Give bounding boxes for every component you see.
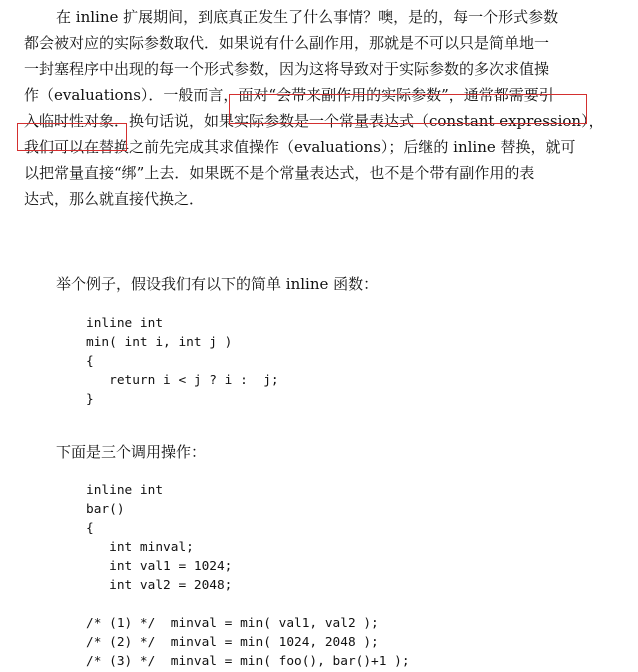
- code-block-min-function: inline int min( int i, int j ) { return i < j ? i : j; }: [86, 316, 279, 407]
- paragraph-line-6: 我们可以在替换之前先完成其求值操作（evaluations）；后继的 inline 替换，就可: [24, 138, 576, 156]
- paragraph-line-1: [24, 4, 614, 30]
- paragraph-line-4: 作（evaluations）．一般而言，面对“会带来副作用的实际参数”，通常都需要引: [24, 86, 554, 104]
- paragraph-line-8: 达式，那么就直接代换之．: [24, 190, 205, 208]
- paragraph-line-7: 以把常量直接“绑”上去．如果既不是个常量表达式，也不是个带有副作用的表: [24, 164, 535, 182]
- body-paragraph: [24, 4, 614, 212]
- paragraph-line-1-text: 在 inline 扩展期间，到底真正发生了什么事情？噢，是的，每一个形式参数: [56, 8, 559, 26]
- paragraph-line-3: 一封塞程序中出现的每一个形式参数，因为这将导致对于实际参数的多次求值操: [24, 60, 550, 78]
- calls-heading-text: 下面是三个调用操作：: [56, 443, 207, 461]
- example-intro-text: 举个例子，假设我们有以下的简单 inline 函数：: [56, 275, 379, 293]
- paragraph-line-5: 入临时性对象．换句话说，如果实际参数是一个常量表达式（constant expression），: [24, 112, 604, 130]
- code-block-bar-function: inline int bar() { int minval; int val1 = 1024; int val2 = 2048; /* (1) */ minval = min( val1, val2 ); /* (2) */ minval = min( 1024, 2048 ); /* (3) */ minval = min( foo(), bar()+1 );: [86, 483, 410, 669]
- paragraph-line-2: 都会被对应的实际参数取代．如果说有什么副作用，那就是不可以只是简单地一: [24, 34, 550, 52]
